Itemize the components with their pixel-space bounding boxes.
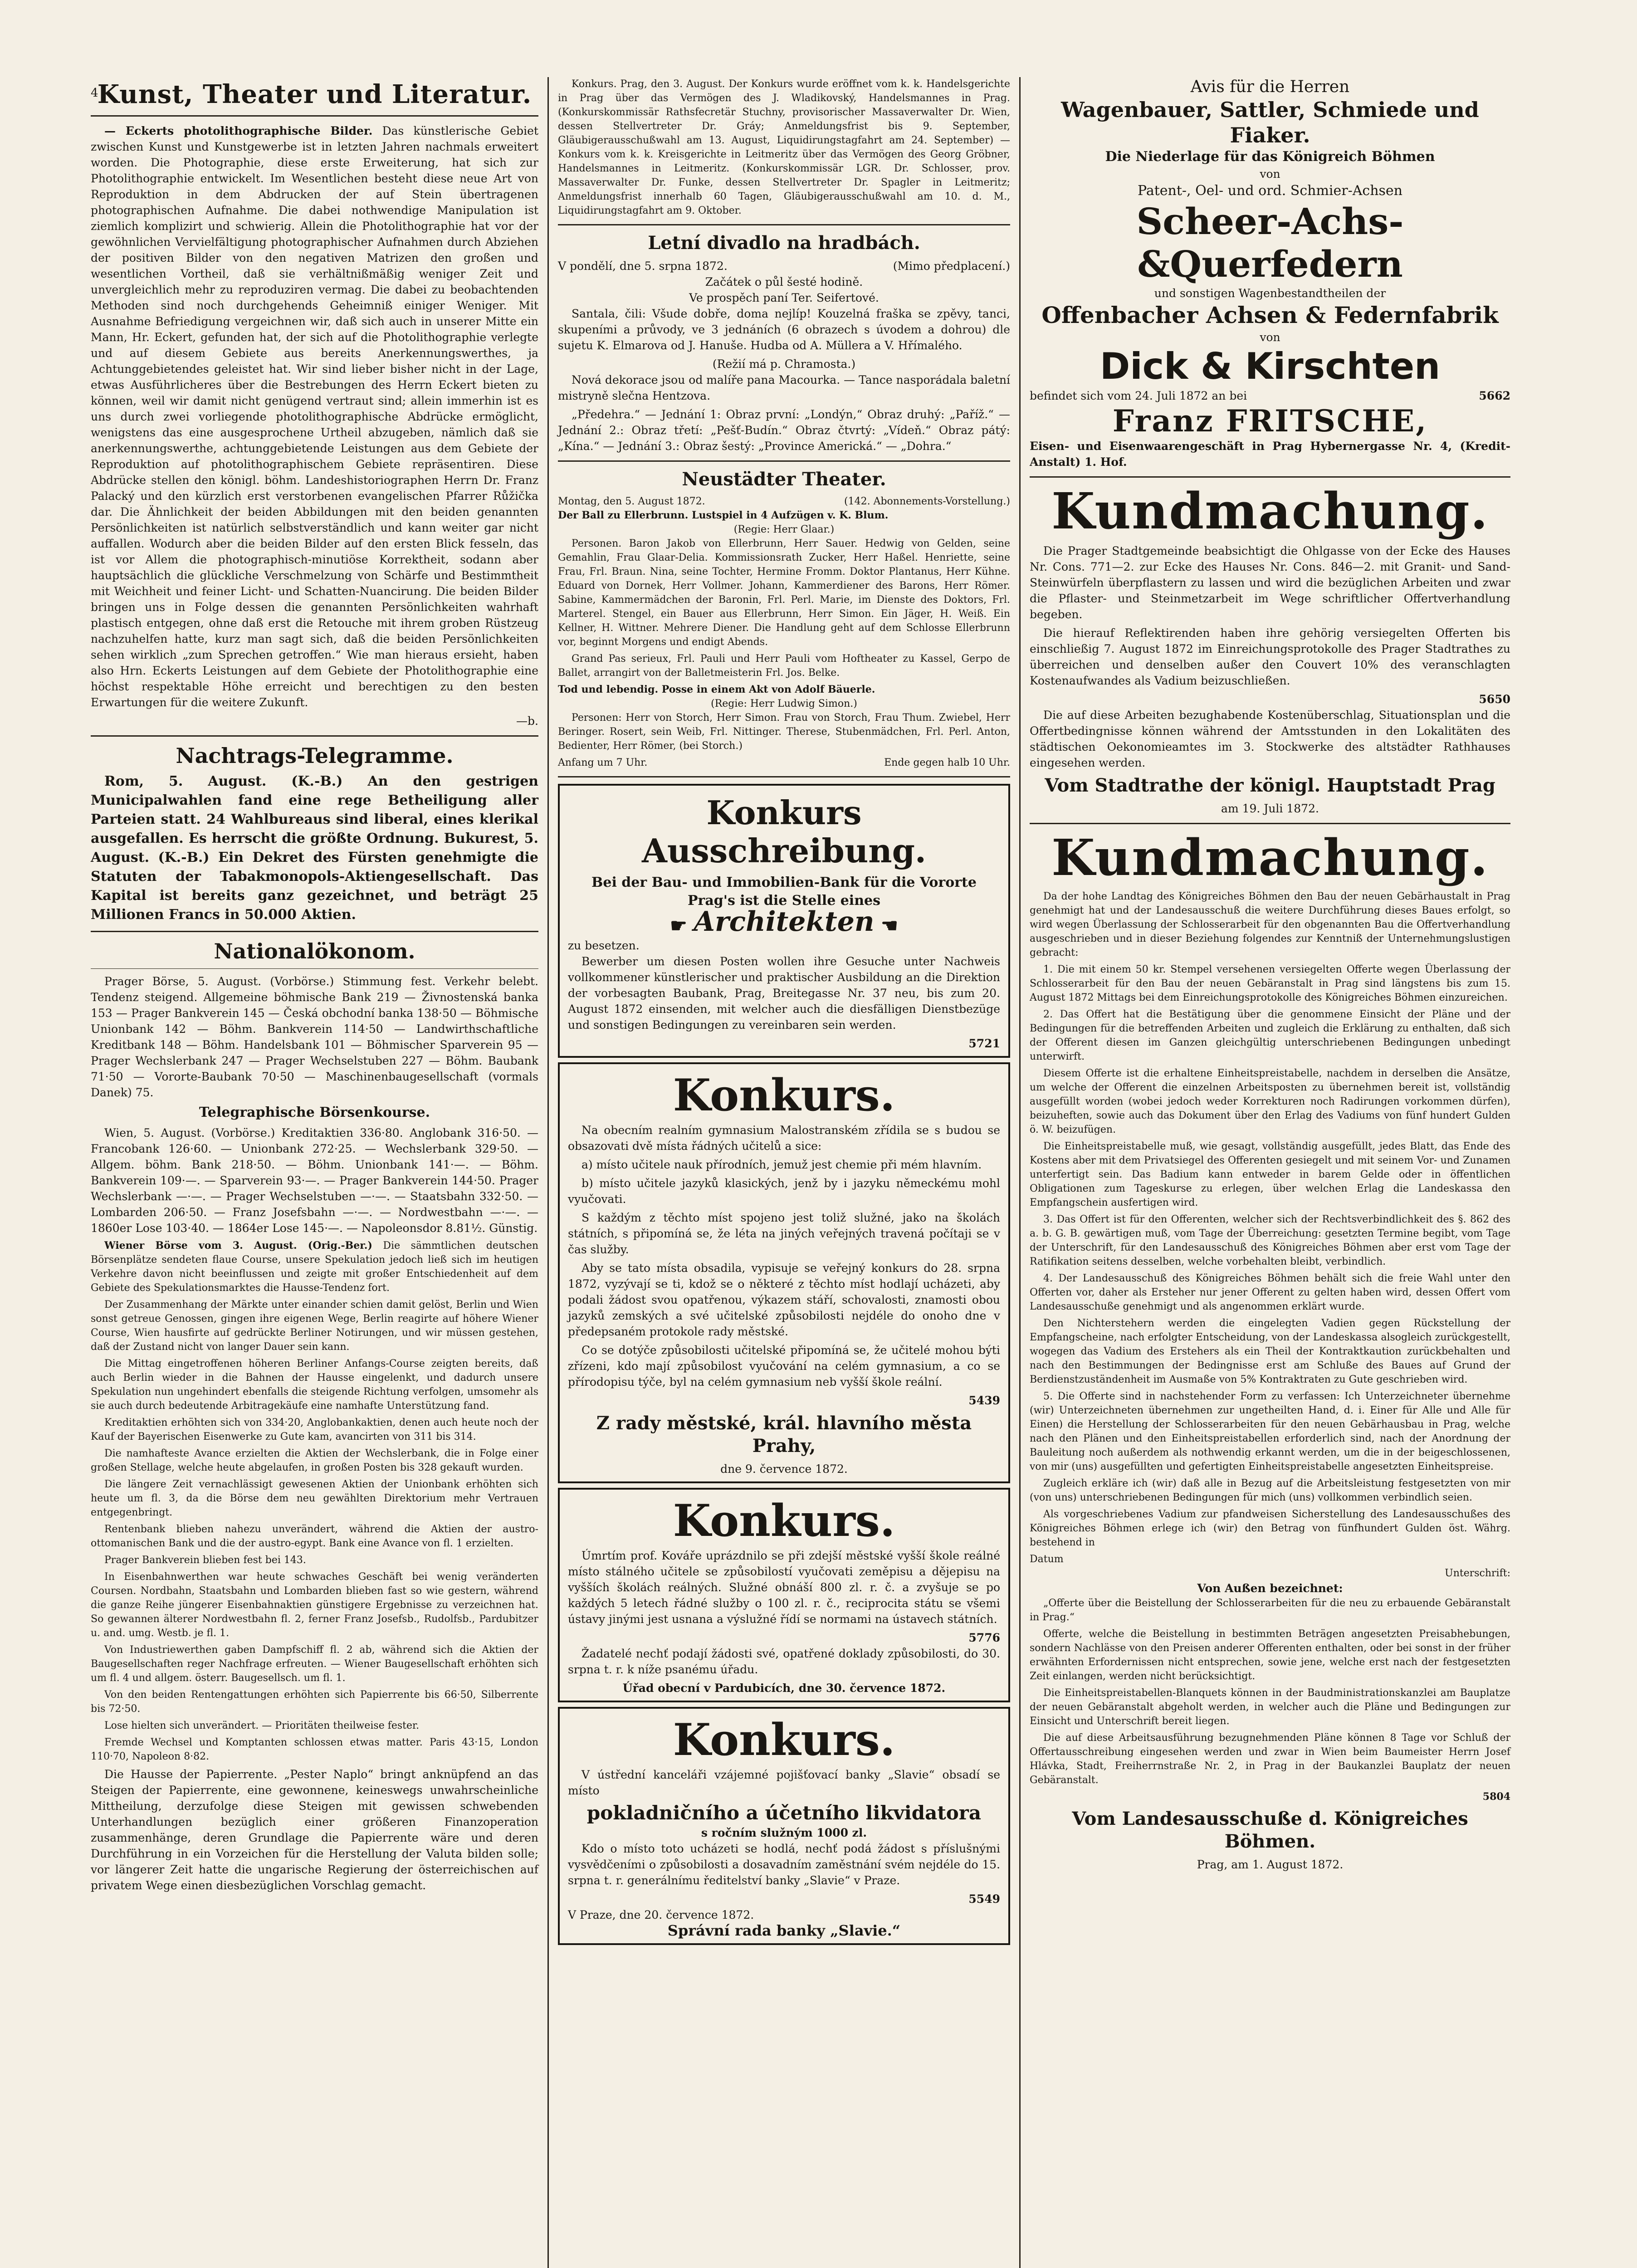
neu-text3: Personen: Herr von Storch, Herr Simon. Frau von Storch, Frau Thum. Zwiebel, Herr Beringer. Rosert, sein Weib, Frl. Nittinger. Therese, Stubenmädchen, Frl. Perl. Anton, Bedienter, Herr Römer, (bei Storch.) [558, 712, 1010, 752]
ad-konkurs-ausschreibung [558, 784, 1010, 1058]
avis-line4: von [1260, 167, 1280, 181]
section-heading-nationaloekonom: Nationalökonom. [214, 939, 415, 963]
ad4-sign: Správní rada banky „Slavie.“ [667, 1922, 901, 1939]
divider [91, 931, 538, 932]
kund2-text11: Als vorgeschriebenes Vadium zur pfandweisen Sicherstellung des Landesausschußes des Königreiches Böhmen erlege ich (wir) den Betrag von fünfhundert Gulden öst. Währg. bestehend in [1030, 1509, 1510, 1548]
ad2-sign: Z rady městské, král. hlavního města Prahy, [596, 1413, 972, 1457]
neu-text2: Grand Pas serieux, Frl. Pauli und Herr Pauli vom Hoftheater zu Kassel, Gerpo de Ballet, arrangirt von der Balletmeisterin Frl. Jos. Belke. [558, 653, 1010, 679]
kund2-text10: Zugleich erkläre ich (wir) daß alle in Bezug auf die Arbeitsleistung festgesetzten von mir (von uns) unterschriebenen Bedingungen für mich (uns) vollkommen verbindlich seien. [1030, 1478, 1510, 1503]
ad3-text: Úmrtím prof. Kováře uprázdnilo se při zdejší městské vyšší škole reálné místo stálného učitele se způsobilostí vyučovati zeměpisu a dějepisu na vyšších školách reálných. Služné obnáší 800 zl. r. č. a zvyšuje se po každých 5 letech řádné služby o 100 zl. r. č., reciprocita státu se všemi ústavy jinými jest usnana a výslužné řídí se normami na ústavech státních. [568, 1549, 1000, 1626]
kund1-text2: Die hierauf Reflektirenden haben ihre gehörig versiegelten Offerten bis einschließig 7. August 1872 im Einreichungsprotokolle des Prager Stadtrathes zu überreichen und denselben außer den Couvert 10% des veranschlagten Kostenaufwandes als Vadium beizuschließen. [1030, 626, 1510, 687]
section-heading-kunst: Kunst, Theater und Literatur. [97, 79, 532, 109]
ad1-arch: ☛ Architekten ☚ [670, 906, 898, 938]
letni-text: Santala, čili: Všude dobře, doma nejlíp! Kouzelná fraška se zpěvy, tanci, skupeními a průvody, ve 3 jednáních (6 obrazech s úvodem a dohrou) dle sujetu K. Elmarova od J. Hanuše. Hudba od A. Müllera a V. Hřímalého. [558, 307, 1010, 352]
article-eckert: — Eckerts photolithographische Bilder. Das künstlerische Gebiet zwischen Kunst und Kunstgewerbe ist in letzten Jahren nachmals erweitert worden. Die Photographie, diese erste Erweiterung, hat sich zur Photolithographie entwickelt. Im Wesentlichen besteht diese neue Art von Reproduktion in dem Abdrucken der auf Stein übertragenen photographischen Aufnahme. Die dabei nothwendige Manipulation ist ziemlich komplizirt und schwierig. Allein die Photolithographie hat vor der gewöhnlichen Vervielfältigung photographischer Aufnahmen durch Abziehen der positiven Bilder von den negativen Matrizen den großen und wesentlichen Vortheil, daß sie verhältnißmäßig weniger Zeit und unvergleichlich mehr zu reproduziren vermag. Die dabei zu beobachtenden Methoden sind noch durchgehends Geheimniß einiger Weniger. Mit Ausnahme Befriedigung vergeichnen wir, daß sich auch in unserer Mitte ein Mann, Hr. Eckert, gefunden hat, der sich auf die Photolithographie verlegte und auf diesem Gebiete aus bereits Anerkennungswerthes, ja Achtunggebietendes geleistet hat. Wir sind lieber bisher nicht in der Lage, etwas Ausführlicheres über die Bestrebungen des Herrn Eckert bieten zu können, weil wir damit nicht genügend vertraut sind; allein immerhin ist es uns durch zwei vorliegende photolithographische Abdrücke ermöglicht, wenigstens das eine ausgesprochene Urtheil abzugeben, nämlich daß sie anerkennungswerthe, achtunggebietende Leistungen aus dem Gebiete der Reproduktion auf photolithographischem Gebiete repräsentiren. Diese Abdrücke stellen den königl. böhm. Landeshistoriographen Herrn Dr. Franz Palacký und den kürzlich erst verstorbenen evangelischen Pfarrer Růžička dar. Die Ähnlichkeit der beiden Abbildungen mit den beiden genannten Persönlichkeiten ist natürlich selbstverständlich und kann weiter gar nicht auffallen. Wodurch aber die beiden Bilder auf den ersten Blick fesseln, das ist vor Allem die photographisch-minutiöse Korrektheit, sodann aber hauptsächlich die glückliche Verschmelzung von Schärfe und Bestimmtheit mit Weichheit und feiner Licht- und Schatten-Nuancirung. Die beiden Bilder bringen uns in Folge dessen die genannten Persönlichkeiten wahrhaft plastisch entgegen, ohne daß erst die Retouche mit ihrem groben Rüstzeug nachzuhelfen hatte, kurz man sagt sich, daß die beiden Persönlichkeiten sehen wirklich „zum Sprechen getroffen.“ Wie man hieraus ersieht, haben also Hrn. Eckerts Leistungen auf dem Gebiete der Photolithographie eine höchst respektable Höhe erreicht und berechtigen zu den besten Erwartungen für die weitere Zukunft. [91, 124, 538, 709]
column-2 [549, 77, 1021, 2268]
neu-tod: Tod und lebendig. Posse in einem Akt von Adolf Bäuerle. [558, 684, 875, 695]
kund2-text4: Diesem Offerte ist die erhaltene Einheitspreistabelle, nachdem in derselben die Ansätze, um welche der Offerent die einzelnen Arbeitsposten zu übernehmen bereit ist, vollständig ausgefüllt worden (wobei jedoch weder Korrekturen noch Radirungen vorkommen dürfen), beizuheften, sowie auch das Dokument über den Erlag des Vadiums von fünf hundert Gulden ö. W. beizufügen. [1030, 1068, 1510, 1135]
avis-line2: Wagenbauer, Sattler, Schmiede und Fiaker. [1061, 98, 1479, 147]
ad1-text: Bewerber um diesen Posten wollen ihre Gesuche unter Nachweis vollkommener künstlerischer und praktischer Ausbildung an die Direktion der vorbesagten Baubank, Prag, Breitegasse Nr. 37 neu, bis zum 20. August 1872 einsenden, mit welcher auch die diesfälligen Dienstbezüge und sonstigen Bedingungen zu vereinbaren sein werden. [568, 955, 1000, 1031]
kund2-date: Prag, am 1. August 1872. [1197, 1858, 1344, 1871]
letni-text3: „Předehra.“ — Jednání 1: Obraz první: „Londýn,“ Obraz druhý: „Paříž.“ — Jednání 2.: Obraz třetí: „Pešť-Budín.“ Obraz čtvrtý: „Vídeň.“ Obraz pátý: „Kína.“ — Jednání 3.: Obraz šestý: „Province Americká.“ — „Dohra.“ [558, 408, 1010, 453]
letni-zacatek: Začátek o půl šesté hodině. [705, 275, 863, 288]
ad4-text2: Kdo o místo toto ucházeti se hodlá, nechť podá žádost s příslušnými vysvědčeními o způsobilosti a dosavadním zaměstnání svém nejdéle do 15. srpna t. r. generálnímu ředitelství banky „Slavie“ v Praze. [568, 1842, 1000, 1887]
neu-title: Der Ball zu Ellerbrunn. Lustspiel in 4 Aufzügen v. K. Blum. [558, 509, 889, 521]
ad-konkurs-gymnasium [558, 1062, 1010, 1483]
avis-line3: Die Niederlage für das Königreich Böhmen [1105, 149, 1435, 165]
letni-rezie: (Režií má p. Chramosta.) [712, 357, 856, 371]
ad4-post: pokladničního a účetního likvidatora [586, 1802, 982, 1824]
avis-line12: Franz FRITSCHE, [1112, 403, 1428, 439]
kund1-title: Kundmachung. [1051, 482, 1489, 540]
neu-times: Anfang um 7 Uhr. Ende gegen halb 10 Uhr. [558, 757, 1010, 768]
wiener-boerse-p4: Kreditaktien erhöhten sich von 334·20, Anglobankaktien, denen auch heute noch der Kauf der Bayerischen Eisenwerke zu Gute kam, avancirten von 311 bis 314. [91, 1417, 538, 1442]
kund2-title: Kundmachung. [1051, 828, 1489, 887]
letni-prospech: Ve prospěch paní Ter. Seifertové. [689, 291, 879, 304]
kund2-text12: Offerte, welche die Beistellung in bestimmten Beträgen angesetzten Preisabhebungen, sondern Nachlässe von den Preisen anderer Offerenten enthalten, oder bei sonst in der früher erwähnten Erfordernissen nicht entsprechen, sowie jene, welche erst nach der festgesetzten Zeit einlangen, werden nicht berücksichtigt. [1030, 1628, 1510, 1682]
kund2-num: 5804 [1482, 1791, 1510, 1803]
kund2-unterschrift: Unterschrift: [1445, 1568, 1510, 1579]
section-heading-telegramme: Nachtrags-Telegramme. [176, 743, 454, 768]
ad4-title: Konkurs. [673, 1714, 895, 1765]
wiener-boerse-p6: Die längere Zeit vernachlässigt gewesenen Aktien der Unionbank erhöhten sich heute um fl. 3, da die Börse dem neu gewählten Direktorium mehr Vertrauen entgegenbringt. [91, 1479, 538, 1518]
page-number: 4 [91, 86, 98, 100]
letni-divadlo-heading: Letní divadlo na hradbách. [648, 232, 920, 254]
letni-date-row: V pondělí, dne 5. srpna 1872. (Mimo předplacení.) [558, 259, 1010, 273]
divider [91, 115, 538, 117]
ad2-date: dne 9. července 1872. [720, 1462, 848, 1476]
ad3-title: Konkurs. [673, 1495, 895, 1546]
pointing-hand-icon: ☛ [670, 914, 687, 937]
divider [91, 735, 538, 737]
avis-line5: Patent-, Oel- und ord. Schmier-Achsen [1137, 183, 1402, 199]
kund2-text2: 1. Die mit einem 50 kr. Stempel versehenen versiegelten Offerte wegen Überlassung der Schlosserarbeit für den Bau der neuen Gebäranstalt in Prag sind längstens bis zum 15. August 1872 Mittags bei dem Einreichungsprotokolle des Königreiches Böhmen einzureichen. [1030, 964, 1510, 1003]
kund2-text6: 3. Das Offert ist für den Offerenten, welcher sich der Rechtsverbindlichkeit des §. 862 des a. b. G. B. gewärtigen muß, vom Tage der Überreichung: gesetzten Termine begibt, vom Tage der Unterschrift, für den Landesausschuß des Königreiches Böhmen aber erst vom Tage der Ratifikation seitens desselben, welche vorbehalten bleibt, verbindlich. [1030, 1214, 1510, 1267]
ad3-text2: Žadatelé nechť podají žádosti své, opatřené doklady způsobilosti, do 30. srpna t. r. k níže psanému úřadu. [568, 1647, 1000, 1676]
telegram-text: Rom, 5. August. (K.-B.) An den gestrigen Municipalwahlen fand eine rege Betheiligung aller Parteien statt. 24 Wahlbureaus sind liberal, eines klerikal ausgefallen. Es herrscht die größte Ordnung. Bukurest, 5. August. (K.-B.) Ein Dekret des Fürsten genehmigte die Statuten der Tabakmonopols-Aktiengesellschaft. Das Kapital ist bereits ganz gezeichnet, und beträgt 25 Millionen Francs in 50.000 Aktien. [91, 773, 538, 923]
kund1-sign: Vom Stadtrathe der königl. Hauptstadt Prag [1045, 775, 1495, 796]
ad3-num: 5776 [968, 1631, 1000, 1644]
divider [1030, 823, 1510, 824]
kund2-aussen-text: „Offerte über die Beistellung der Schlosserarbeiten für die neu zu erbauende Gebäranstalt in Prag.“ [1030, 1598, 1510, 1623]
kund2-text3: 2. Das Offert hat die Bestätigung über die genommene Einsicht der Pläne und der Bedingungen für die betreffenden Arbeiten und zugleich die Erklärung zu enthalten, daß sich der Offerent diesen im Ganzen gleichgültig unterschriebenen Bedingungen unbedingt unterwirft. [1030, 1009, 1510, 1062]
ad2-text4: S každým z těchto míst spojeno jest toliž služné, jako na školách státních, s připomíná se, že léta na jiných veřejných travená počítaji se v čas služby. [568, 1211, 1000, 1256]
kund2-text5: Die Einheitspreistabelle muß, wie gesagt, vollständig ausgefüllt, jedes Blatt, das Ende des Kostens aber mit dem Privatsiegel des Offerenten gesiegelt und mit seinem Vor- und Zunamen unterfertigt sein. Das Badium kann entweder in barem Gelde oder in öffentlichen Obligationen zum Tageskurse zu erlegen, über welchen Erlag die Landeskassa den Empfangschein ausfertigen wird. [1030, 1141, 1510, 1208]
neu-tod-regie: (Regie: Herr Ludwig Simon.) [711, 698, 857, 709]
letni-text2: Nová dekorace jsou od malíře pana Macourka. — Tance nasporádala baletní mistryně slečna Hentzova. [558, 373, 1010, 402]
ad2-text2: a) místo učitele nauk přírodních, jemuž jest chemie při mém hlavním. [582, 1158, 982, 1171]
article-signature: —b. [516, 714, 538, 728]
avis-line6: Scheer-Achs-&Querfedern [1136, 200, 1404, 285]
wiener-boerse-p12: Lose hielten sich unverändert. — Prioritäten theilweise fester. [104, 1720, 420, 1731]
avis-line8: Offenbacher Achsen & Federnfabrik [1041, 302, 1499, 328]
divider [558, 224, 1010, 225]
ad1-title: Konkurs Ausschreibung. [641, 793, 926, 870]
wiener-boerse-p5: Die namhafteste Avance erzielten die Aktien der Wechslerbank, die in Folge einer großen Stellage, welche heute abgelaufen, in großen Posten bis 328 gekauft wurden. [91, 1448, 538, 1473]
wiener-boerse-p11: Von den beiden Rentengattungen erhöhten sich Papierrente bis 66·50, Silberrente bis 72·50. [91, 1689, 538, 1715]
neu-date-row: Montag, den 5. August 1872. (142. Abonnements-Vorstellung.) [558, 496, 1010, 507]
wiener-boerse-p2: Der Zusammenhang der Märkte unter einander schien damit gelöst, Berlin und Wien sonst getreue Genossen, gingen ihre eigenen Wege, Berlin reagirte auf höhere Wiener Course, Wien hausfirte auf gedrückte Berliner Notirungen, und wir müssen gestehen, daß der Zustand nicht von langer Dauer sein kann. [91, 1299, 538, 1353]
kund1-text: Die Prager Stadtgemeinde beabsichtigt die Ohlgasse von der Ecke des Hauses Nr. Cons. 771—2. zur Ecke des Hauses Nr. Cons. 846—2. mit Granit- und Sand-Steinwürfeln überpflastern zu lassen und wird die bezüglichen Arbeiten und zwar die Pflaster- und Steinmetzarbeit im Wege schriftlicher Offertverhandlung begeben. [1030, 544, 1510, 621]
kund1-text3: Die auf diese Arbeiten bezughabende Kostenüberschlag, Situationsplan und die Offertbedingnisse können während der Amtsstunden in den Lokalitäten des städtischen Oekonomieamtes im 3. Stockwerke des altstädter Rathhauses eingesehen werden. [1030, 709, 1510, 769]
wiener-boerse-p13: Fremde Wechsel und Komptanten schlossen etwas matter. Paris 43·15, London 110·70, Napoleon 8·82. [91, 1737, 538, 1762]
ad4-text1: V ústřední kanceláři vzájemné pojišťovací banky „Slavie“ obsadí se místo [568, 1768, 1000, 1797]
ad4-date: V Praze, dne 20. července 1872. [568, 1908, 754, 1921]
kund2-text7: 4. Der Landesausschuß des Königreiches Böhmen behält sich die freie Wahl unter den Offerten vor, daher als Ersteher nur jener Offerent zu gelten haben wird, dessen Offert vom Landesausschuße genehmigt und als angenommen erklärt wurde. [1030, 1273, 1510, 1312]
kund2-text14: Die auf diese Arbeitsausführung bezugnehmenden Pläne können 8 Tage vor Schluß der Offertausschreibung eingesehen werden und zwar in Wien beim Baumeister Herrn Josef Hlávka, Stadt, Freiherrnstraße Nr. 2, in Prag in der Baukanzlei Bauplatz der neuen Gebäranstalt. [1030, 1732, 1510, 1786]
column-3 [1021, 77, 1520, 2268]
column-1 [82, 77, 549, 2268]
wien-boerse: Wien, 5. August. (Vorbörse.) Kreditaktien 336·80. Anglobank 316·50. — Francobank 126·60. — Unionbank 272·25. — Wechslerbank 329·50. — Allgem. böhm. Bank 218·50. — Böhm. Unionbank 141·—. — Böhm. Bankverein 109·—. — Sparverein 93·—. — Prager Bankverein 144·50. Prager Wechslerbank —·—. — Prager Wechselstuben —·—. — Staatsbahn 332·50. — Lombarden 206·50. — Franz Josefsbahn —·—. — Nordwestbahn —·—. — 1860er Lose 103·40. — 1864er Lose 145·—. — Napoleonsdor 8.81½. Günstig. [91, 1126, 538, 1235]
ad3-sign: Úřad obecní v Pardubicích, dne 30. července 1872. [622, 1681, 946, 1695]
kund2-sign: Vom Landesausschuße d. Königreiches Böhmen. [1072, 1808, 1468, 1852]
prague-boerse: Prager Börse, 5. August. (Vorbörse.) Stimmung fest. Verkehr belebt. Tendenz steigend. Allgemeine böhmische Bank 219 — Živnostenská banka 153 — Prager Bankverein 145 — Česká obchodní banka 138·50 — Böhmische Unionbank 142 — Böhm. Bankverein 114·50 — Landwirthschaftliche Kreditbank 148 — Böhm. Handelsbank 101 — Böhmischer Sparverein 95 — Prager Wechslerbank 247 — Prager Wechselstuben 227 — Böhm. Baubank 71·50 — Vororte-Baubank 70·50 — Maschinenbaugesellschaft (vormals Danek) 75. [91, 975, 538, 1099]
ad2-text1: Na obecním realním gymnasium Malostranském zřídila se s budou se obsazovati dvě místa řádných učitelů a sice: [568, 1124, 1000, 1153]
avis-line11-row: befindet sich vom 24. Juli 1872 an bei 5662 [1030, 389, 1510, 402]
kund2-aussen: Von Außen bezeichnet: [1197, 1582, 1343, 1595]
kund2-datum: Datum [1030, 1554, 1064, 1565]
papierrente-article: Die Hausse der Papierrente. „Pester Naplo“ bringt anknüpfend an das Steigen der Papierrente, eine gewonnene, keineswegs unwahrscheinliche Mittheilung, derzufolge diese Steigen mit gewissen schwebenden Unterhandlungen bezüglich einer größeren Finanzoperation zusammenhänge, deren Grundlage die Papierrente wäre und deren Durchführung in ein Vorzeichen für die Herstellung der Valuta bilden solle; vor längerer Zeit hatte die ungarische Regierung der österreichischen auf privatem Wege einen diesbezüglichen Vorschlag gemacht. [91, 1768, 538, 1892]
ad2-text6: Co se dotýče způsobilosti učitelské připomíná se, že učitelé mohou býti zřízeni, kdo mají způsobilost vyučování na celém gymnasium, a co se přírodopisu týče, byl na celém gymnasium neb vyšší škole reální. [568, 1344, 1000, 1388]
neu-text: Personen. Baron Jakob von Ellerbrunn, Herr Sauer. Hedwig von Gelden, seine Gemahlin, Frau Glaar-Delia. Kommissionsrath Zucker, Herr Haßel. Henriette, seine Frau, Frl. Braun. Nina, seine Tochter, Hermine Fromm. Doktor Plantanus, Herr Kühne. Eduard von Dornek, Herr Vollmer. Johann, Kammerdiener des Barons, Herr Römer. Sabine, Kammermädchen der Baronin, Frl. Perl. Marie, im Dienste des Doktors, Frl. Marterel. Stengel, ein Bauer aus Ellerbrunn, Herr Simon. Ein Jäger, H. Weiß. Ein Kellner, H. Wittner. Mehrere Diener. Die Handlung geht auf dem Schlosse Ellerbrunn vor, beginnt Morgens und endigt Abends. [558, 538, 1010, 648]
avis-line7: und sonstigen Wagenbestandtheilen der [1154, 287, 1386, 300]
ad1-num: 5721 [968, 1037, 1000, 1050]
ad2-num: 5439 [968, 1394, 1000, 1407]
kund2-text8: Den Nichterstehern werden die eingelegten Vadien gegen Rückstellung der Empfangscheine, nach erfolgter Entscheidung, von der Landeskassa alsogleich zurückgestellt, wogegen das Vadium des Erstehers als ein Theil der Kontraktkaution zurückbehalten und nach den Bestimmungen der Bedingnisse erst am Schluße des Baues auf Grund der Berdienstzuständenheit im Ausmaße von 5% Kontraktraten zu Gute geschrieben wird. [1030, 1318, 1510, 1385]
ad4-num: 5549 [968, 1892, 1000, 1906]
neu-regie: (Regie: Herr Glaar.) [733, 524, 835, 535]
avis-line13: Eisen- und Eisenwaarengeschäft in Prag Hybernergasse Nr. 4, (Kredit-Anstalt) 1. Hof. [1030, 440, 1510, 469]
avis-line10: Dick & Kirschten [1099, 345, 1441, 387]
kund1-date: am 19. Juli 1872. [1221, 802, 1319, 815]
wiener-boerse: Wiener Börse vom 3. August. (Orig.-Ber.) Die sämmtlichen deutschen Börsenplätze sendeten flaue Course, unsere Spekulation jedoch ließ sich im heutigen Verkehre davon nicht beeinflussen und zeigte mit großer Entschiedenheit auf dem Gebiete des Spekulationsmarktes die Hausse-Tendenz fort. [91, 1240, 539, 1294]
wiener-boerse-p10: Von Industriewerthen gaben Dampfschiff fl. 2 ab, während sich die Aktien der Baugesellschaften reger Nachfrage erfreuten. — Wiener Baugesellschaft erhöhten sich um fl. 4 und allgem. österr. Baugesellsch. um fl. 1. [91, 1644, 538, 1684]
kund1-num: 5650 [1479, 693, 1510, 706]
ad4-salary: s ročním služným 1000 zl. [701, 1826, 867, 1839]
ad1-intro: Bei der Bau- und Immobilien-Bank für die Vororte Prag's ist die Stelle eines [591, 875, 977, 909]
konkurs-notice-top: Konkurs. Prag, den 3. August. Der Konkurs wurde eröffnet vom k. k. Handelsgerichte in Prag über das Vermögen des J. Wladikovský, Handelsmannes in Prag. (Konkurskommissär Rathsfecretär Stuchny, provisorischer Massaverwalter Dr. Wien, dessen Stellvertreter Dr. Gráy; Anmeldungsfrist bis 9. September, Gläubigerausschußwahl am 13. August, Liquidirungstagfahrt am 24. September) — Konkurs vom k. k. Kreisgerichte in Leitmeritz über das Vermögen des Georg Gröbner, Handelsmannes in Leitmeritz. (Konkurskommissär LGR. Dr. Schlosser, prov. Massaverwalter Dr. Funke, dessen Stellvertreter Dr. Spagler in Leitmeritz; Anmeldungsfrist innerhalb 60 Tagen, Gläubigerausschußwahl am 10. d. M., Liquidirungstagfahrt am 9. Oktober. [558, 78, 1010, 216]
avis-line9: von [1260, 331, 1280, 344]
ad2-text5: Aby se tato místa obsadila, vypisuje se veřejný konkurs do 28. srpna 1872, vyzývají se ti, kdož se o některé z těchto míst hodlají ucházeti, aby podali žádost svou opatřenou, výkazem stáří, schovalosti, znamosti obou jazyků zemských a své učitelské způsobilosti nejdéle do onoho dne v předepsaném protokole rady městské. [568, 1261, 1000, 1338]
wiener-boerse-p3: Die Mittag eingetroffenen höheren Berliner Anfangs-Course zeigten bereits, daß auch Berlin wieder in die Bahnen der Hausse eingelenkt, und dadurch unsere Spekulation nun ungehindert ebenfalls die steigende Richtung verfolgen, umsomehr als sie auch durch bedeutende Arbitragekäufe eine namhafte Unterstützung fand. [91, 1358, 538, 1412]
divider [1030, 476, 1510, 478]
ad-konkurs-slavie [558, 1707, 1010, 1945]
avis-top: Avis für die Herren [1190, 78, 1350, 96]
pointing-hand-icon: ☚ [881, 914, 898, 937]
ad2-text3: b) místo učitele jazyků klasických, jenž by i jazyku německému mohl vyučovati. [568, 1177, 1000, 1206]
kund2-text9: 5. Die Offerte sind in nachstehender Form zu verfassen: Ich Unterzeichneter übernehme (wir) Unterzeichneten übernehmen zur ungetheilten Hand, d. i. Einer für Alle und Alle für Einen) die Herstellung der Schlosserarbeiten für den neuen Gebärhausbau in Prag, welche nach den Plänen und den Einheitspreistabellen erforderlich sind, nach der Anordnung der Bauleitung noch außerdem als nothwendig erkannt werden, um die in der beigeschlossenen, von mir (uns) ausgefüllten und gefertigten Einheitspreistabelle angesetzten Einheitspreise. [1030, 1391, 1510, 1472]
divider [558, 776, 1010, 777]
neustaedter-heading: Neustädter Theater. [682, 469, 886, 490]
ad-konkurs-pardubice [558, 1488, 1010, 1702]
ad2-title: Konkurs. [673, 1070, 895, 1121]
divider [91, 968, 538, 969]
kund2-text1: Da der hohe Landtag des Königreiches Böhmen den Bau der neuen Gebärhaustalt in Prag genehmigt hat und der Landesausschuß die weitere Durchführung dieses Baues erfolgt, so wird wegen Überlassung der Schlosserarbeit für den obgenannten Bau die Offertverhandlung ausgeschrieben und in dieser Beziehung folgendes zur Kenntniß der Unternehmungslustigen gebracht: [1030, 891, 1510, 958]
wiener-boerse-p8: Prager Bankverein blieben fest bei 143. [104, 1554, 306, 1566]
kund2-text13: Die Einheitspreistabellen-Blanquets können in der Baudministrationskanzlei am Bauplatze der neuen Gebäranstalt abgeholt werden, in welcher auch die Pläne und Bedingungen zur Einsicht und Unterschrift bereit liegen. [1030, 1687, 1510, 1727]
tele-heading: Telegraphische Börsenkourse. [199, 1105, 430, 1120]
newspaper-page [82, 77, 1520, 2268]
divider [558, 460, 1010, 462]
wiener-boerse-p7: Rentenbank blieben nahezu unverändert, während die Aktien der austro-ottomanischen Bank und die der austro-egypt. Bank eine Avance von fl. 1 erzielten. [91, 1524, 538, 1549]
ad1-besetzen: zu besetzen. [568, 939, 640, 952]
wiener-boerse-p9: In Eisenbahnwerthen war heute schwaches Geschäft bei wenig veränderten Coursen. Nordbahn, Staatsbahn und Lombarden blieben fast so wie gestern, während die ganze Reihe jüngerer Eisenbahnaktien günstigere Ergebnisse zu verzeichnen hat. So gewannen älterer Nordwestbahn fl. 2, ferner Franz Josefsb., Rudolfsb., Pardubitzer u. and. umg. Westb. je fl. 1. [91, 1571, 538, 1639]
